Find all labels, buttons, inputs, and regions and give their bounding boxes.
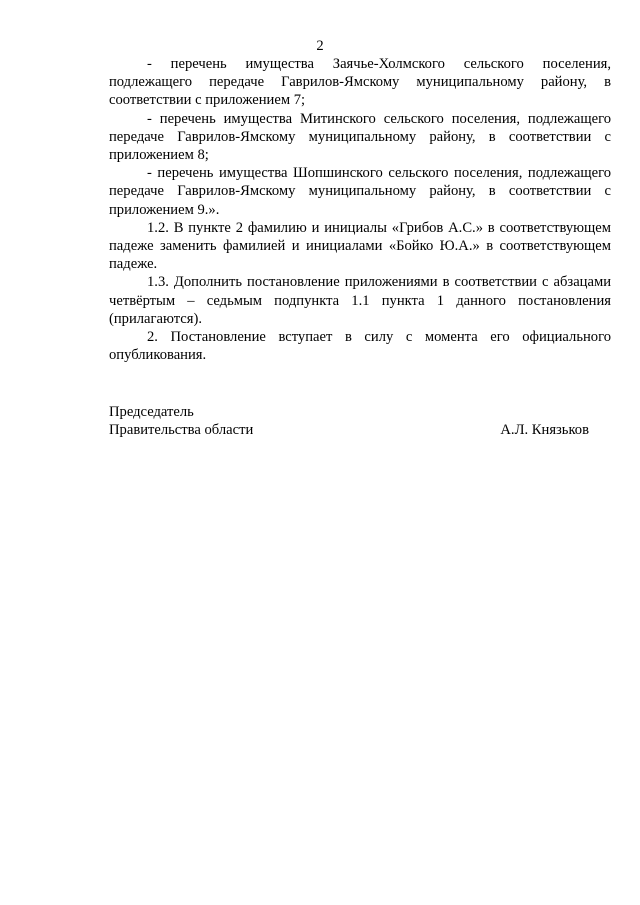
signature-block — [109, 403, 589, 439]
signer-position-line1: Председатель — [109, 404, 194, 420]
paragraph-1-2: 1.2. В пункте 2 фамилию и инициалы «Грибов А.С.» в соответствующем падеже заменить фамилией и инициалами «Бойко Ю.А.» в соответствующем падеже. — [109, 219, 611, 273]
paragraph-1-3: 1.3. Дополнить постановление приложениями в соответствии с абзацами четвёртым – седьмым подпункта 1.1 пункта 1 данного постановления (прилагаются). — [109, 274, 611, 327]
signer-name: А.Л. Князьков — [500, 422, 589, 439]
paragraph-list-item-7: - перечень имущества Заячье-Холмского сельского поселения, подлежащего передаче Гаврилов-Ямскому муниципальному району, в соответствии с приложением 7; — [109, 56, 611, 109]
paragraph-list-item-9: - перечень имущества Шопшинского сельского поселения, подлежащего передаче Гаврилов-Ямскому муниципальному району, в соответствии с приложением 9.». — [109, 165, 611, 218]
signer-position-line2: Правительства области — [109, 422, 254, 439]
paragraph-2: 2. Постановление вступает в силу с момента его официального опубликования. — [109, 329, 611, 364]
document-body — [109, 55, 611, 364]
paragraph-list-item-8: - перечень имущества Митинского сельского поселения, подлежащего передаче Гаврилов-Ямскому муниципальному району, в соответствии с приложением 8; — [109, 110, 611, 164]
page-number: 2 — [316, 38, 324, 54]
signature-row — [109, 421, 589, 439]
